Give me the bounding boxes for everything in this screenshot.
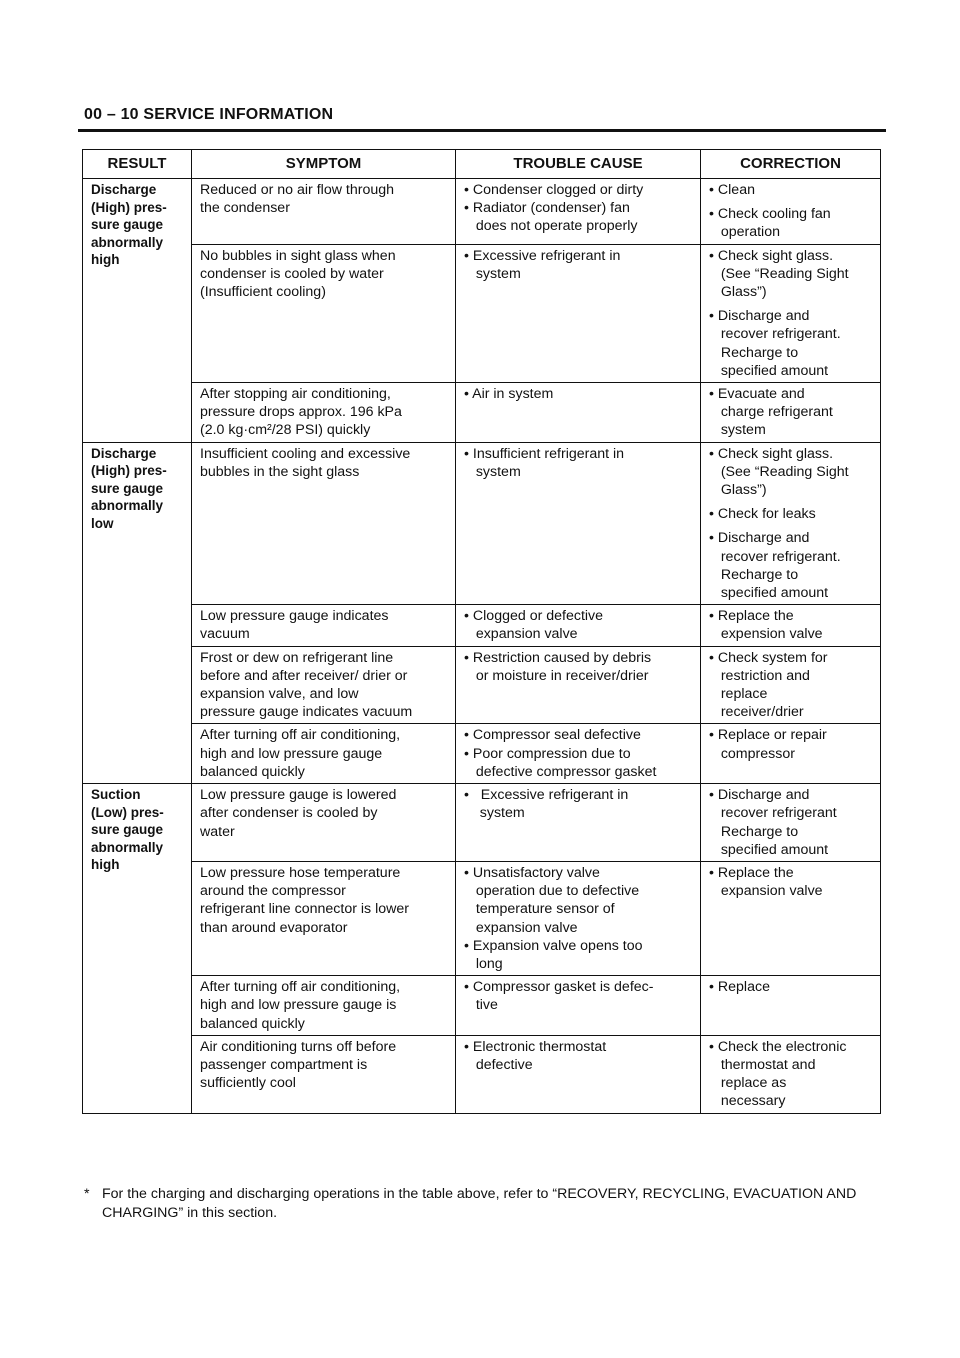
cause-line: • Compressor gasket is defec- [464,979,654,996]
result-line: sure gauge [91,822,164,838]
correction-line: recover refrigerant. [709,548,841,565]
correction-line: expension valve [709,626,823,643]
correction-cell [701,605,881,646]
cause-line: defective [464,1056,533,1073]
correction-cell [701,646,881,724]
correction-line: thermostat and [709,1056,816,1073]
correction-cell [701,442,881,605]
column-header-correction: CORRECTION [701,150,881,179]
correction-line: • Discharge and [709,787,810,804]
footnote [84,1185,884,1222]
table-row [83,383,881,443]
result-line: low [91,515,114,531]
cause-line: expansion valve [464,626,578,643]
correction-line: restriction and [709,667,810,684]
correction-cell [701,244,881,382]
symptom-line: bubbles in the sight glass [200,463,360,480]
cause-line: • Excessive refrigerant in [464,247,621,264]
cause-line: • Insufficient refrigerant in [464,445,625,462]
symptom-cell [192,244,456,382]
symptom-line: balanced quickly [200,1015,305,1032]
result-line: abnormally [91,234,164,250]
symptom-cell [192,861,456,975]
cause-cell [456,179,701,245]
table-row [83,646,881,724]
cause-cell [456,383,701,443]
correction-line: specified amount [709,362,829,379]
correction-line: • Clean [709,182,755,198]
table-row [83,179,881,245]
correction-line: • Replace the [709,608,794,625]
correction-line: necessary [709,1093,786,1110]
symptom-cell [192,383,456,443]
cause-line: • Electronic thermostat [464,1038,607,1055]
cause-cell [456,605,701,646]
result-line: abnormally [91,839,164,855]
symptom-line: (2.0 kg·cm²/28 PSI) quickly [200,422,371,439]
correction-cell [701,976,881,1036]
symptom-line: After stopping air conditioning, [200,386,391,403]
correction-cell [701,383,881,443]
correction-line: • Replace the [709,864,794,881]
symptom-line: Low pressure gauge is lowered [200,787,397,804]
result-line: Suction [91,787,141,803]
table-row [83,724,881,784]
symptom-line: water [200,823,235,840]
footnote-text: For the charging and discharging operations in the table above, refer to “RECOVERY, RECYCLING, EVACUATION AND CHARGING” in this section. [102,1186,857,1221]
cause-cell [456,442,701,605]
correction-line: • Check the electronic [709,1038,847,1055]
column-header-symptom: SYMPTOM [192,150,456,179]
correction-line: Recharge to [709,566,799,583]
symptom-line: pressure gauge indicates vacuum [200,704,413,721]
correction-line: • Check sight glass. [709,445,834,462]
result-line: abnormally [91,498,164,514]
correction-line: • Evacuate and [709,386,805,403]
symptom-cell [192,179,456,245]
cause-cell [456,861,701,975]
cause-line: • Air in system [464,386,554,403]
cause-line: system [464,805,525,822]
symptom-line: high and low pressure gauge is [200,997,397,1014]
correction-line: replace [709,686,768,703]
table-row [83,861,881,975]
correction-line: • Discharge and [709,308,810,325]
cause-line: temperature sensor of [464,901,615,918]
correction-line: • Replace or repair [709,727,827,744]
cause-cell [456,244,701,382]
result-line: sure gauge [91,217,164,232]
cause-line: expansion valve [464,919,578,936]
symptom-line: Air conditioning turns off before [200,1038,397,1055]
result-line: (High) pres- [91,463,167,479]
page-header: 00 – 10 SERVICE INFORMATION [84,106,334,123]
symptom-line: No bubbles in sight glass when [200,247,396,264]
result-cell [83,784,192,1113]
table-row [83,442,881,605]
cause-cell [456,784,701,862]
symptom-line: around the compressor [200,883,346,900]
correction-line: Glass”) [709,482,767,499]
symptom-line: balanced quickly [200,763,305,780]
symptom-cell [192,1035,456,1113]
symptom-line: (Insufficient cooling) [200,284,326,301]
table-row [83,976,881,1036]
cause-line: or moisture in receiver/drier [464,667,649,684]
result-line: high [91,252,120,267]
result-cell [83,179,192,443]
result-line: (High) pres- [91,199,167,215]
correction-line: expansion valve [709,883,823,900]
correction-line: • Replace [709,979,770,996]
result-cell [83,442,192,783]
symptom-line: high and low pressure gauge [200,745,383,762]
footnote-marker: * [84,1186,90,1202]
symptom-cell [192,605,456,646]
symptom-line: than around evaporator [200,919,348,936]
correction-line: recover refrigerant. [709,326,841,343]
correction-cell [701,784,881,862]
correction-line: (See “Reading Sight [709,265,849,282]
cause-line: • Restriction caused by debris [464,649,652,666]
correction-line: operation [709,224,780,241]
cause-line: system [464,463,521,480]
cause-line: • Poor compression due to [464,745,631,762]
cause-line: tive [464,997,498,1014]
column-header-trouble-cause: TROUBLE CAUSE [456,150,701,179]
cause-cell [456,646,701,724]
correction-line: Recharge to [709,823,799,840]
symptom-cell [192,724,456,784]
cause-cell [456,724,701,784]
symptom-line: Low pressure gauge indicates [200,608,389,625]
cause-line: does not operate properly [464,218,638,235]
symptom-line: refrigerant line connector is lower [200,901,409,918]
result-line: Discharge [91,445,157,461]
correction-cell [701,861,881,975]
correction-line: • Check sight glass. [709,247,834,264]
table-row [83,605,881,646]
symptom-line: after condenser is cooled by [200,805,378,822]
header-rule [78,129,886,132]
result-line: Discharge [91,182,157,197]
cause-line: • Excessive refrigerant in [464,787,629,804]
result-line: (Low) pres- [91,804,164,820]
troubleshooting-table [82,149,881,1114]
symptom-line: pressure drops approx. 196 kPa [200,404,402,421]
correction-cell [701,1035,881,1113]
symptom-line: After turning off air conditioning, [200,979,401,996]
table-body [83,179,881,1114]
correction-line: charge refrigerant [709,404,833,421]
correction-line: • Discharge and [709,530,810,547]
cause-line: • Unsatisfactory valve [464,864,600,881]
symptom-line: the condenser [200,200,290,217]
symptom-line: vacuum [200,626,250,643]
symptom-line: passenger compartment is [200,1056,368,1073]
table-row [83,1035,881,1113]
symptom-cell [192,976,456,1036]
correction-cell [701,179,881,245]
table-row [83,244,881,382]
cause-line: • Condenser clogged or dirty [464,182,644,198]
cause-line: • Compressor seal defective [464,727,641,744]
result-line: sure gauge [91,480,164,496]
column-header-result: RESULT [83,150,192,179]
symptom-line: Low pressure hose temperature [200,864,401,881]
correction-line: Recharge to [709,344,799,361]
symptom-line: Frost or dew on refrigerant line [200,649,394,666]
symptom-line: before and after receiver/ drier or [200,667,408,684]
correction-line: system [709,422,766,439]
cause-cell [456,1035,701,1113]
symptom-cell [192,646,456,724]
cause-line: • Clogged or defective [464,608,604,625]
correction-line: compressor [709,745,795,762]
cause-line: system [464,265,521,282]
correction-line: • Check system for [709,649,828,666]
correction-line: Glass”) [709,284,767,301]
correction-line: (See “Reading Sight [709,463,849,480]
symptom-line: After turning off air conditioning, [200,727,401,744]
symptom-line: expansion valve, and low [200,686,359,703]
cause-line: long [464,955,503,972]
cause-line: • Radiator (condenser) fan [464,200,630,217]
cause-line: • Expansion valve opens too [464,937,643,954]
cause-line: defective compressor gasket [464,763,657,780]
table-header-row [83,150,881,179]
correction-cell [701,724,881,784]
result-line: high [91,857,120,873]
correction-line: replace as [709,1075,787,1092]
correction-line: • Check cooling fan [709,206,831,223]
correction-line: specified amount [709,841,829,858]
symptom-line: condenser is cooled by water [200,265,384,282]
table-row [83,784,881,862]
symptom-line: Insufficient cooling and excessive [200,445,411,462]
cause-cell [456,976,701,1036]
correction-line: • Check for leaks [709,506,816,523]
symptom-cell [192,784,456,862]
correction-line: receiver/drier [709,704,804,721]
symptom-line: sufficiently cool [200,1075,296,1092]
cause-line: operation due to defective [464,883,640,900]
correction-line: recover refrigerant [709,805,837,822]
symptom-cell [192,442,456,605]
correction-line: specified amount [709,585,829,602]
symptom-line: Reduced or no air flow through [200,182,395,198]
